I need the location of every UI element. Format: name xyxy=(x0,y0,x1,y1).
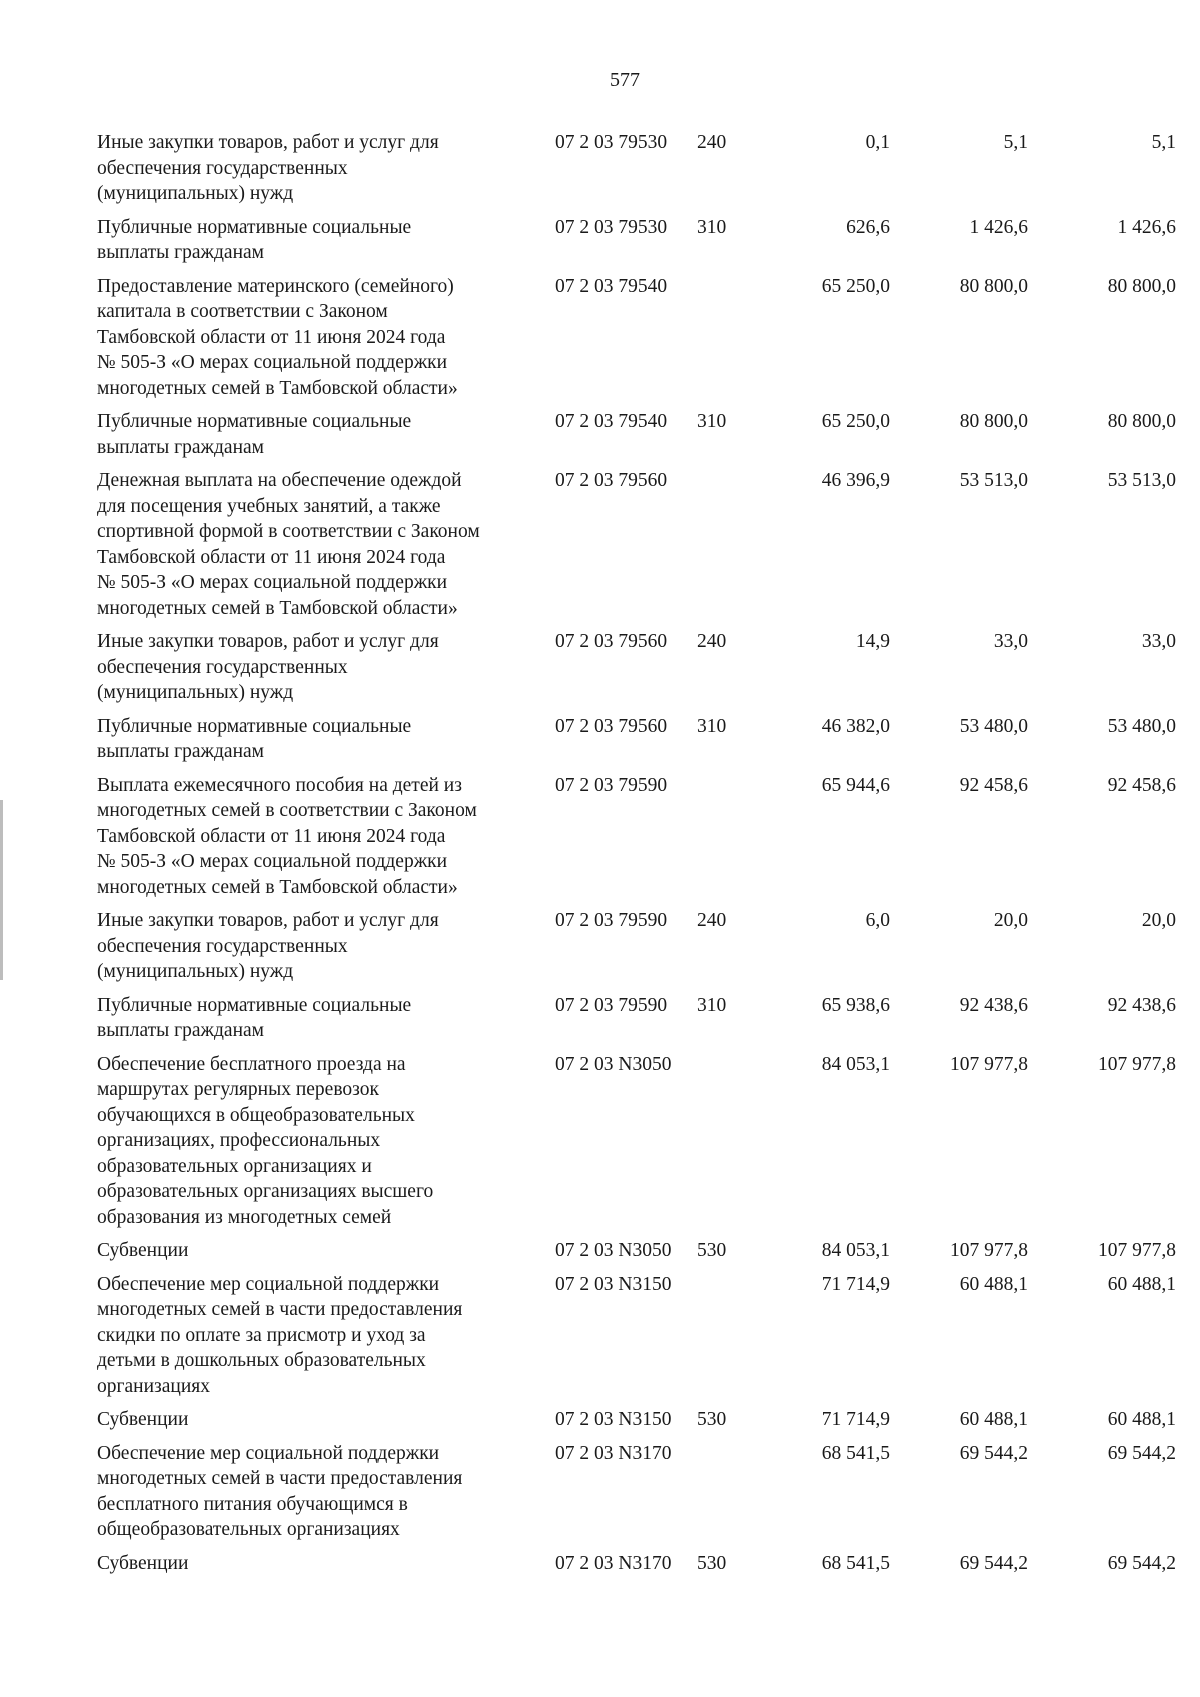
row-value-year2: 107 977,8 xyxy=(950,1053,1028,1075)
table-row xyxy=(97,773,1179,901)
row-expense-type: 240 xyxy=(697,631,727,652)
row-target-code: 07 2 03 79590 xyxy=(555,994,668,1016)
row-value-year2: 53 480,0 xyxy=(959,715,1028,737)
row-value-year1: 6,0 xyxy=(865,910,890,931)
row-name: Обеспечение мер социальной поддержки многодетных семей в части предоставления скидки по оплате за присмотр и уход за детьми в дошкольных образовательных организациях xyxy=(97,1273,463,1397)
row-expense-type xyxy=(695,1052,755,1231)
row-target-code: 07 2 03 79530 xyxy=(555,216,668,238)
table-row xyxy=(97,993,1179,1044)
row-value-year1: 46 396,9 xyxy=(821,470,890,491)
row-value-year2: 80 800,0 xyxy=(959,275,1028,297)
row-expense-type xyxy=(695,773,755,901)
row-value-year1: 71 714,9 xyxy=(821,1409,890,1430)
row-value-year3: 69 544,2 xyxy=(1107,1552,1176,1574)
row-value-year2: 80 800,0 xyxy=(959,411,1028,432)
row-expense-type xyxy=(695,274,755,402)
row-value-year1: 71 714,9 xyxy=(821,1273,890,1295)
row-name: Субвенции xyxy=(97,1552,189,1574)
row-value-year1: 65 250,0 xyxy=(821,411,890,432)
row-value-year3: 53 480,0 xyxy=(1107,715,1176,737)
row-target-code: 07 2 03 79560 xyxy=(555,631,668,652)
row-value-year2: 60 488,1 xyxy=(959,1273,1028,1295)
table-row xyxy=(97,130,1179,207)
row-value-year2: 33,0 xyxy=(993,631,1028,652)
row-value-year2: 53 513,0 xyxy=(959,470,1028,491)
table-row xyxy=(97,1272,1179,1400)
row-name: Обеспечение бесплатного проезда на маршрутах регулярных перевозок обучающихся в общеобразовательных организациях, профессиональных образовательных организациях и образовательных организациях высшего образования из многодетных семей xyxy=(97,1053,434,1228)
row-value-year2: 20,0 xyxy=(993,910,1028,931)
row-target-code: 07 2 03 N3050 xyxy=(555,1240,672,1261)
row-name: Публичные нормативные социальные выплаты гражданам xyxy=(97,994,412,1041)
row-target-code: 07 2 03 79530 xyxy=(555,132,668,153)
row-value-year1: 84 053,1 xyxy=(821,1240,890,1261)
row-expense-type: 530 xyxy=(697,1240,727,1261)
row-value-year1: 626,6 xyxy=(846,216,890,238)
row-expense-type: 240 xyxy=(697,132,727,153)
table-row xyxy=(97,1441,1179,1543)
row-value-year1: 65 250,0 xyxy=(821,275,890,297)
row-value-year3: 80 800,0 xyxy=(1107,275,1176,297)
row-value-year2: 69 544,2 xyxy=(959,1552,1028,1574)
row-value-year1: 68 541,5 xyxy=(821,1442,890,1464)
row-value-year1: 65 938,6 xyxy=(821,994,890,1016)
table-row xyxy=(97,908,1179,985)
row-value-year2: 92 458,6 xyxy=(959,774,1028,796)
row-expense-type: 310 xyxy=(697,994,727,1016)
row-value-year2: 107 977,8 xyxy=(950,1240,1028,1261)
row-target-code: 07 2 03 N3170 xyxy=(555,1552,672,1574)
row-value-year3: 20,0 xyxy=(1141,910,1176,931)
row-target-code: 07 2 03 79540 xyxy=(555,411,668,432)
table-row xyxy=(97,1407,1179,1433)
row-value-year3: 107 977,8 xyxy=(1098,1240,1176,1261)
row-target-code: 07 2 03 N3150 xyxy=(555,1273,672,1295)
page-number: 577 xyxy=(610,69,640,91)
row-name: Обеспечение мер социальной поддержки многодетных семей в части предоставления бесплатного питания обучающимся в общеобразовательных организациях xyxy=(97,1442,463,1540)
row-expense-type: 240 xyxy=(697,910,727,931)
table-row xyxy=(97,274,1179,402)
row-value-year3: 53 513,0 xyxy=(1107,470,1176,491)
row-name: Публичные нормативные социальные выплаты гражданам xyxy=(97,411,412,458)
table-row xyxy=(97,1052,1179,1231)
row-target-code: 07 2 03 79590 xyxy=(555,774,668,796)
row-name: Публичные нормативные социальные выплаты гражданам xyxy=(97,216,412,263)
row-value-year1: 0,1 xyxy=(865,132,890,153)
table-row xyxy=(97,1238,1179,1264)
table-row xyxy=(97,215,1179,266)
row-name: Публичные нормативные социальные выплаты гражданам xyxy=(97,715,412,762)
row-expense-type: 310 xyxy=(697,411,727,432)
row-target-code: 07 2 03 79540 xyxy=(555,275,668,297)
row-value-year3: 5,1 xyxy=(1151,132,1176,153)
row-expense-type xyxy=(695,1272,755,1400)
row-target-code: 07 2 03 79560 xyxy=(555,715,668,737)
table-row xyxy=(97,714,1179,765)
row-expense-type: 530 xyxy=(697,1552,727,1574)
row-value-year3: 69 544,2 xyxy=(1107,1442,1176,1464)
row-value-year1: 84 053,1 xyxy=(821,1053,890,1075)
row-target-code: 07 2 03 N3170 xyxy=(555,1442,672,1464)
row-value-year2: 60 488,1 xyxy=(959,1409,1028,1430)
row-value-year2: 1 426,6 xyxy=(969,216,1028,238)
table-row xyxy=(97,1551,1179,1577)
row-expense-type: 310 xyxy=(697,216,727,238)
row-target-code: 07 2 03 N3150 xyxy=(555,1409,672,1430)
table-row xyxy=(97,409,1179,460)
row-name: Денежная выплата на обеспечение одеждой для посещения учебных занятий, а также спортивной формой в соответствии с Законом Тамбовской области от 11 июня 2024 года № 505-З «О мерах социальной поддержки многодетных семей в Тамбовской области» xyxy=(97,470,480,619)
scan-edge-mark xyxy=(0,800,3,980)
row-value-year2: 5,1 xyxy=(1003,132,1028,153)
row-value-year3: 80 800,0 xyxy=(1107,411,1176,432)
row-value-year1: 46 382,0 xyxy=(821,715,890,737)
row-expense-type: 310 xyxy=(697,715,727,737)
row-value-year3: 1 426,6 xyxy=(1117,216,1176,238)
row-target-code: 07 2 03 79560 xyxy=(555,470,668,491)
row-expense-type xyxy=(695,468,755,621)
table-row xyxy=(97,468,1179,621)
row-target-code: 07 2 03 79590 xyxy=(555,910,668,931)
row-value-year1: 14,9 xyxy=(855,631,890,652)
row-value-year3: 60 488,1 xyxy=(1107,1273,1176,1295)
row-value-year1: 65 944,6 xyxy=(821,774,890,796)
row-value-year3: 107 977,8 xyxy=(1098,1053,1176,1075)
row-name: Субвенции xyxy=(97,1240,189,1261)
row-value-year3: 92 458,6 xyxy=(1107,774,1176,796)
row-value-year1: 68 541,5 xyxy=(821,1552,890,1574)
row-name: Иные закупки товаров, работ и услуг для обеспечения государственных (муниципальных) нужд xyxy=(97,132,439,204)
row-target-code: 07 2 03 N3050 xyxy=(555,1053,672,1075)
row-value-year2: 92 438,6 xyxy=(959,994,1028,1016)
row-value-year3: 60 488,1 xyxy=(1107,1409,1176,1430)
row-value-year3: 33,0 xyxy=(1141,631,1176,652)
row-name: Субвенции xyxy=(97,1409,189,1430)
row-name: Выплата ежемесячного пособия на детей из многодетных семей в соответствии с Законом Тамбовской области от 11 июня 2024 года № 505-З «О мерах социальной поддержки многодетных семей в Тамбовской области» xyxy=(97,774,477,898)
budget-table xyxy=(97,130,1179,1584)
row-name: Иные закупки товаров, работ и услуг для обеспечения государственных (муниципальных) нужд xyxy=(97,910,439,982)
table-row xyxy=(97,629,1179,706)
row-expense-type: 530 xyxy=(697,1409,727,1430)
row-name: Иные закупки товаров, работ и услуг для обеспечения государственных (муниципальных) нужд xyxy=(97,631,439,703)
row-expense-type xyxy=(695,1441,755,1543)
row-value-year2: 69 544,2 xyxy=(959,1442,1028,1464)
row-value-year3: 92 438,6 xyxy=(1107,994,1176,1016)
row-name: Предоставление материнского (семейного) капитала в соответствии с Законом Тамбовской области от 11 июня 2024 года № 505-З «О мерах социальной поддержки многодетных семей в Тамбовской области» xyxy=(97,275,458,399)
